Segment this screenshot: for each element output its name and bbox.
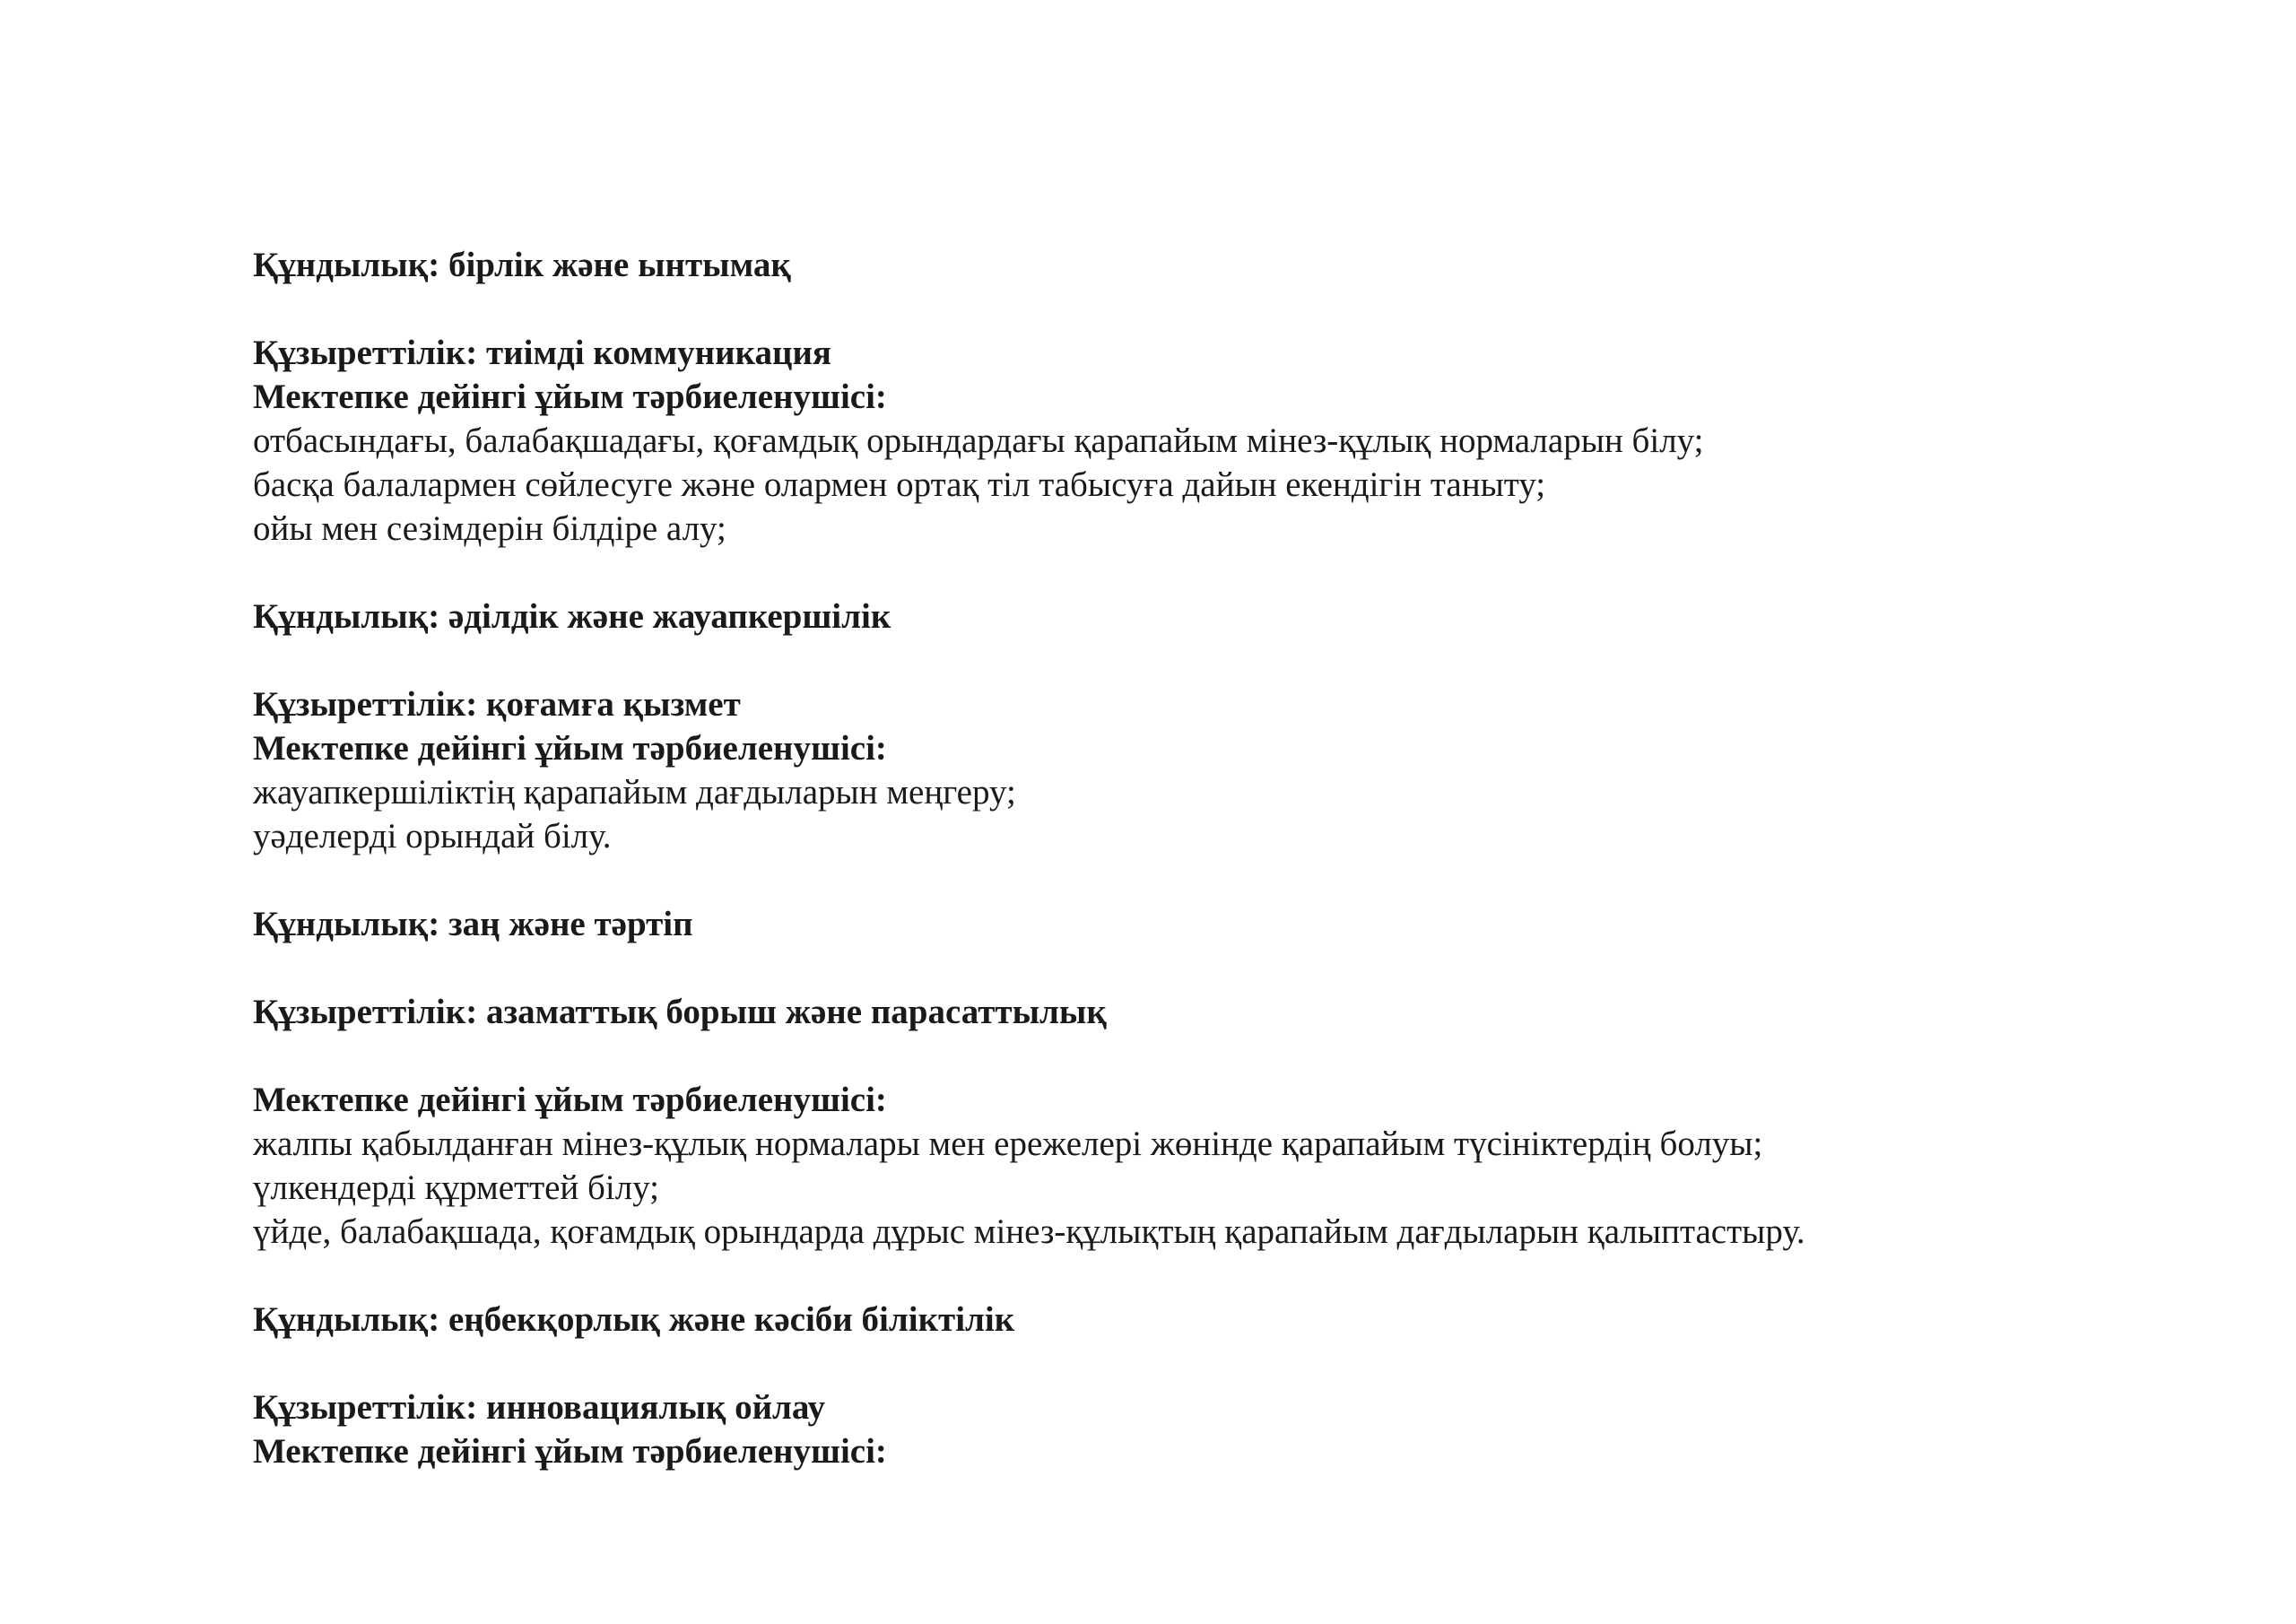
value-heading: Құндылық: әділдік және жауапкершілік bbox=[253, 597, 891, 636]
learner-heading: Мектепке дейінгі ұйым тәрбиеленушісі: bbox=[253, 1432, 887, 1471]
blank-line bbox=[253, 1254, 2136, 1298]
list-item: уәделерді орындай білу. bbox=[253, 817, 612, 855]
list-item: басқа балалармен сөйлесуге және олармен ортақ тіл табысуға дайын екендігін таныту; bbox=[253, 465, 1546, 504]
blank-line bbox=[253, 858, 2136, 902]
value-heading: Құндылық: бірлік және ынтымақ bbox=[253, 246, 791, 284]
competence-heading: Құзыреттілік: қоғамға қызмет bbox=[253, 685, 741, 724]
list-item: отбасындағы, балабақшадағы, қоғамдық орындардағы қарапайым мінез-құлық нормаларын білу; bbox=[253, 421, 1704, 460]
blank-line bbox=[253, 551, 2136, 595]
value-heading: Құндылық: заң және тәртіп bbox=[253, 905, 693, 943]
value-heading: Құндылық: еңбекқорлық және кәсіби біліктілік bbox=[253, 1300, 1015, 1339]
blank-line bbox=[253, 1342, 2136, 1385]
blank-line bbox=[253, 1034, 2136, 1078]
competence-heading: Құзыреттілік: инновациялық ойлау bbox=[253, 1388, 825, 1427]
list-item: үйде, балабақшада, қоғамдық орындарда дұрыс мінез-құлықтың қарапайым дағдыларын қалыптастыру. bbox=[253, 1212, 1805, 1251]
list-item: жауапкершіліктің қарапайым дағдыларын меңгеру; bbox=[253, 773, 1016, 812]
list-item: ойы мен сезімдерін білдіре алу; bbox=[253, 509, 726, 548]
blank-line bbox=[253, 287, 2136, 331]
learner-heading: Мектепке дейінгі ұйым тәрбиеленушісі: bbox=[253, 729, 887, 768]
competence-heading: Құзыреттілік: азаматтық борыш және парасаттылық bbox=[253, 993, 1107, 1031]
learner-heading: Мектепке дейінгі ұйым тәрбиеленушісі: bbox=[253, 1081, 887, 1119]
blank-line bbox=[253, 638, 2136, 682]
blank-line bbox=[253, 946, 2136, 990]
list-item: жалпы қабылданған мінез-құлық нормалары мен ережелері жөнінде қарапайым түсініктердің болуы; bbox=[253, 1125, 1763, 1163]
document-body bbox=[253, 243, 2136, 1473]
list-item: үлкендерді құрметтей білу; bbox=[253, 1168, 660, 1207]
learner-heading: Мектепке дейінгі ұйым тәрбиеленушісі: bbox=[253, 378, 887, 416]
competence-heading: Құзыреттілік: тиімді коммуникация bbox=[253, 334, 832, 372]
